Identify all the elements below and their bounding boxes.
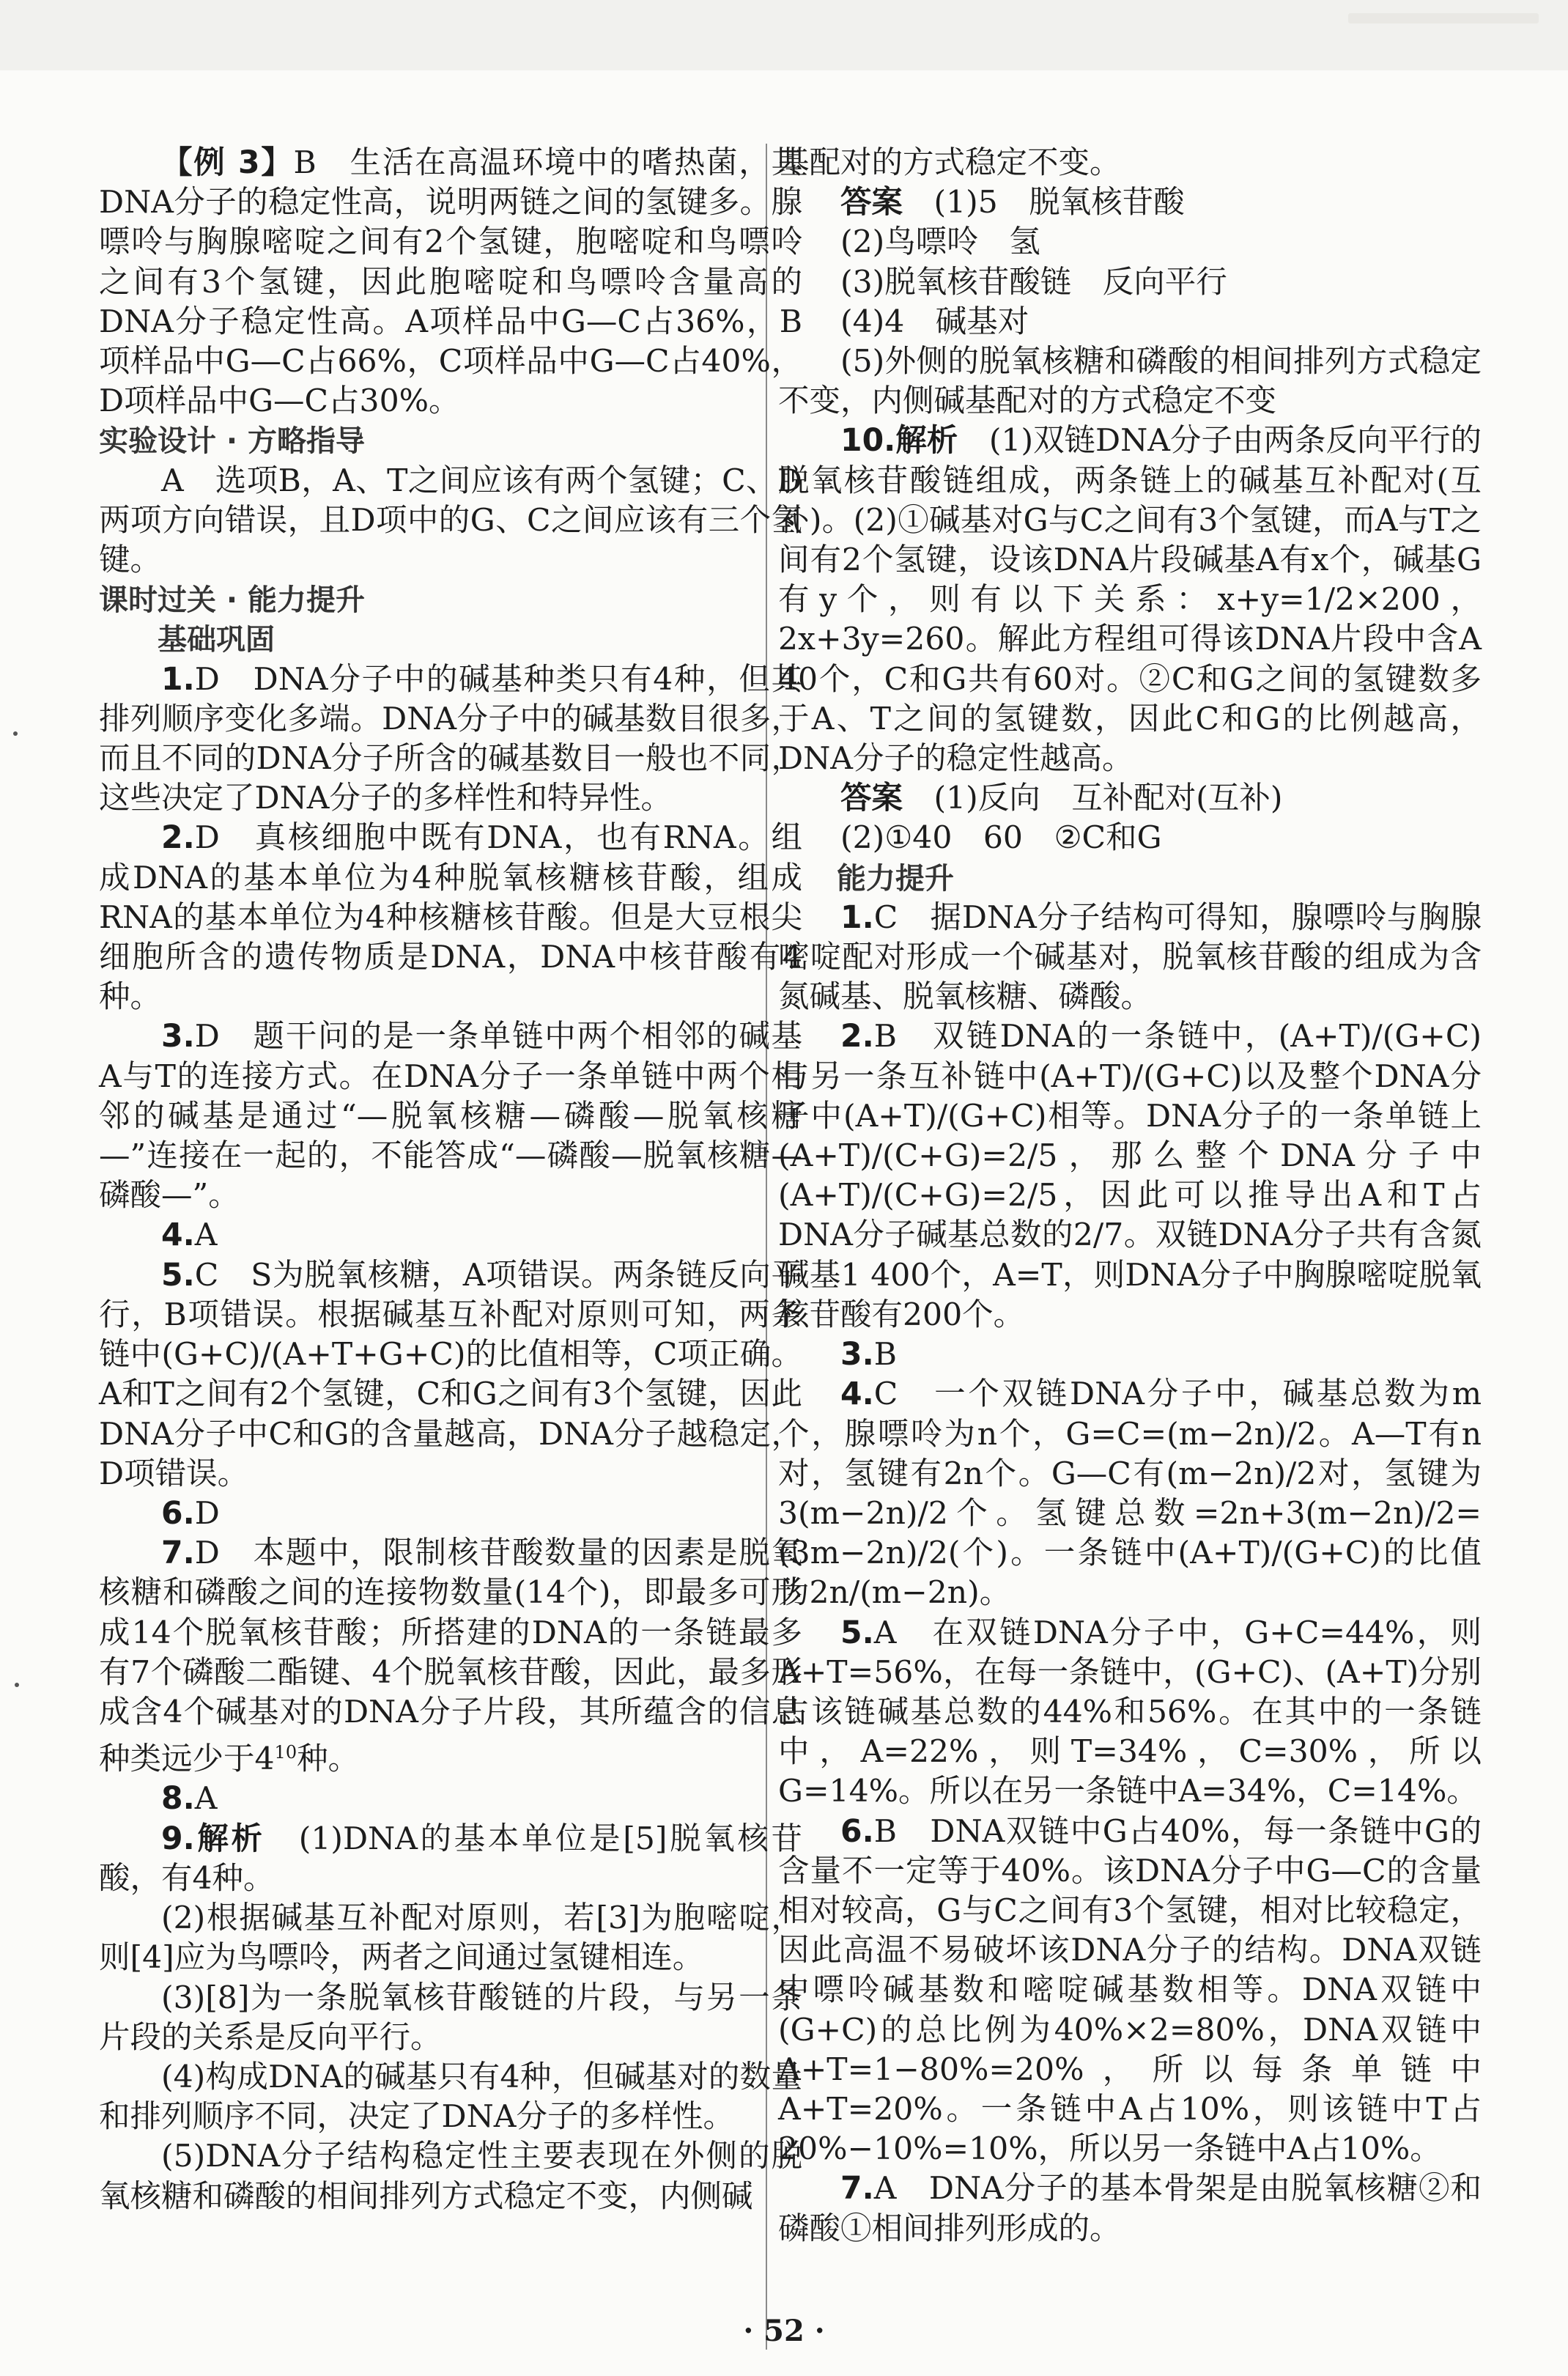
explanation-line: (5)DNA分子结构稳定性主要表现在外侧的脱氧核糖和磷酸的相间排列方式稳定不变，内侧碱	[99, 2139, 802, 2215]
answer-item: 9.解析 (1)DNA的基本单位是[5]脱氧核苷酸，有4种。	[99, 1820, 802, 1897]
header-mark	[1348, 13, 1539, 23]
subsection-ability: 能力提升	[837, 861, 954, 896]
explanation-line: (3)[8]为一条脱氧核苷酸链的片段，与另一条片段的关系是反向平行。	[99, 1980, 802, 2056]
answer-item: 8.A	[161, 1781, 218, 1818]
answer-item: 1.C 据DNA分子结构可得知，腺嘌呤与胸腺嘧啶配对形成一个碱基对，脱氧核苷酸的组成为含氮碱基、脱氧核糖、磷酸。	[778, 899, 1482, 1016]
answer-item: 10.解析 (1)双链DNA分子由两条反向平行的脱氧核苷酸链组成，两条链上的碱基互补配对(互补)。(2)①碱基对G与C之间有3个氢键，而A与T之间有2个氢键，设该DNA片段碱基A有x个，碱基G有y个，则有以下关系：x+y=1/2×200，2x+3y=260。解此方程组可得该DNA片段中含A 40个，C和G共有60对。②C和G之间的氢键数多于A、T之间的氢键数，因此C和G的比例越高，DNA分子的稳定性越高。	[778, 423, 1482, 778]
page-number: · 52 ·	[743, 2314, 825, 2348]
answer-line: (2)①40 60 ②C和G	[840, 820, 1162, 857]
answer-item: 5.C S为脱氧核糖，A项错误。两条链反向平行，B项错误。根据碱基互补配对原则可知，两条链中(G+C)/(A+T+G+C)的比值相等，C项正确。A和T之间有2个氢键，C和G之间有3个氢键，因此DNA分子中C和G的含量越高，DNA分子越稳定，D项错误。	[99, 1257, 802, 1492]
answer-line: 答案 (1)反向 互补配对(互补)	[840, 781, 1283, 817]
answer-item: 7.D 本题中，限制核苷酸数量的因素是脱氧核糖和磷酸之间的连接物数量(14个)，即最多可形成14个脱氧核苷酸；所搭建的DNA的一条链最多有7个磷酸二酯键、4个脱氧核苷酸，因此，最多形成含4个碱基对的DNA分子片段，其所蕴含的信息种类远少于$4^{10}$种。	[99, 1535, 802, 1778]
answer-item: 2.D 真核细胞中既有DNA，也有RNA。组成DNA的基本单位为4种脱氧核糖核苷酸，组成RNA的基本单位为4种核糖核苷酸。但是大豆根尖细胞所含的遗传物质是DNA，DNA中核苷酸有4种。	[99, 820, 802, 1016]
answer-line: 答案 (1)5 脱氧核苷酸	[840, 185, 1185, 221]
answer-item: 2.B 双链DNA的一条链中，(A+T)/(G+C)与另一条互补链中(A+T)/(G+C)以及整个DNA分子中(A+T)/(G+C)相等。DNA分子的一条单链上(A+T)/(C+G)=2/5，那么整个DNA分子中(A+T)/(C+G)=2/5，因此可以推导出A和T占DNA分子碱基总数的2/7。双链DNA分子共有含氮碱基1 400个，A=T，则DNA分子中胸腺嘧啶脱氧核苷酸有200个。	[778, 1019, 1482, 1333]
answer-item: 3.B	[840, 1337, 897, 1373]
answer-item: 6.B DNA双链中G占40%，每一条链中G的含量不一定等于40%。该DNA分子中G—C的含量相对较高，G与C之间有3个氢键，相对比较稳定，因此高温不易破坏该DNA分子的结构。DNA双链中嘌呤碱基数和嘧啶碱基数相等。DNA双链中(G+C)的总比例为40%×2=80%，DNA双链中A+T=1−80%=20%，所以每条单链中A+T=20%。一条链中A占10%，则该链中T占20%−10%=10%，所以另一条链中A占10%。	[778, 1813, 1482, 2168]
answer-item: 3.D 题干问的是一条单链中两个相邻的碱基A与T的连接方式。在DNA分子一条单链中两个相邻的碱基是通过“—脱氧核糖—磷酸—脱氧核糖—”连接在一起的，不能答成“—磷酸—脱氧核糖—磷酸—”。	[99, 1019, 802, 1214]
margin-dot	[15, 1683, 19, 1687]
example-tag: 【例 3】	[161, 145, 294, 181]
explanation-line: (2)根据碱基互补配对原则，若[3]为胞嘧啶，则[4]应为鸟嘌呤，两者之间通过氢键相连。	[99, 1900, 802, 1977]
continued-text: 基配对的方式稳定不变。	[778, 145, 1121, 181]
margin-dot	[13, 731, 18, 736]
section-course: 课时过关 · 能力提升	[99, 583, 366, 618]
answer-line: (5)外侧的脱氧核糖和磷酸的相间排列方式稳定不变，内侧碱基配对的方式稳定不变	[778, 344, 1482, 420]
answer-line: (2)鸟嘌呤 氢	[840, 224, 1040, 261]
answer-line: (4)4 碱基对	[840, 303, 1029, 340]
left-column	[99, 144, 802, 2217]
subsection-basic: 基础巩固	[158, 623, 275, 657]
section-experiment: 实验设计 · 方略指导	[99, 424, 366, 459]
explanation-line: (4)构成DNA的碱基只有4种，但碱基对的数量和排列顺序不同，决定了DNA分子的多样性。	[99, 2059, 802, 2136]
answer-item: 1.D DNA分子中的碱基种类只有4种，但其排列顺序变化多端。DNA分子中的碱基数目很多，而且不同的DNA分子所含的碱基数目一般也不同，这些决定了DNA分子的多样性和特异性。	[99, 661, 802, 817]
answer-item: 4.C 一个双链DNA分子中，碱基总数为m个，腺嘌呤为n个，G=C=(m−2n)/2。A—T有n对，氢键有2n个。G—C有(m−2n)/2对，氢键为3(m−2n)/2个。氢键总数=2n+3(m−2n)/2=(3m−2n)/2(个)。一条链中(A+T)/(G+C)的比值为2n/(m−2n)。	[778, 1376, 1482, 1612]
answer-line: (3)脱氧核苷酸链 反向平行	[840, 264, 1227, 300]
answer-item: 7.A DNA分子的基本骨架是由脱氧核糖②和磷酸①相间排列形成的。	[778, 2171, 1482, 2247]
answer-item: 6.D	[161, 1495, 220, 1532]
right-column	[778, 144, 1482, 2249]
example-3	[99, 144, 802, 421]
answer-item: 5.A 在双链DNA分子中，G+C=44%，则A+T=56%，在每一条链中，(G+C)、(A+T)分别占该链碱基总数的44%和56%。在其中的一条链中，A=22%，则T=34%，C=30%，所以G=14%。所以在另一条链中A=34%，C=14%。	[778, 1615, 1482, 1810]
experiment-text: A 选项B，A、T之间应该有两个氢键；C、D两项方向错误，且D项中的G、C之间应该有三个氢键。	[99, 462, 802, 579]
top-scan-band	[0, 0, 1568, 70]
example-text: B 生活在高温环境中的嗜热菌，其DNA分子的稳定性高，说明两链之间的氢键多。腺嘌呤与胸腺嘧啶之间有2个氢键，胞嘧啶和鸟嘌呤之间有3个氢键，因此胞嘧啶和鸟嘌呤含量高的DNA分子稳定性高。A项样品中G—C占36%，B项样品中G—C占66%，C项样品中G—C占40%，D项样品中G—C占30%。	[99, 145, 802, 420]
answer-item: 4.A	[161, 1217, 218, 1254]
